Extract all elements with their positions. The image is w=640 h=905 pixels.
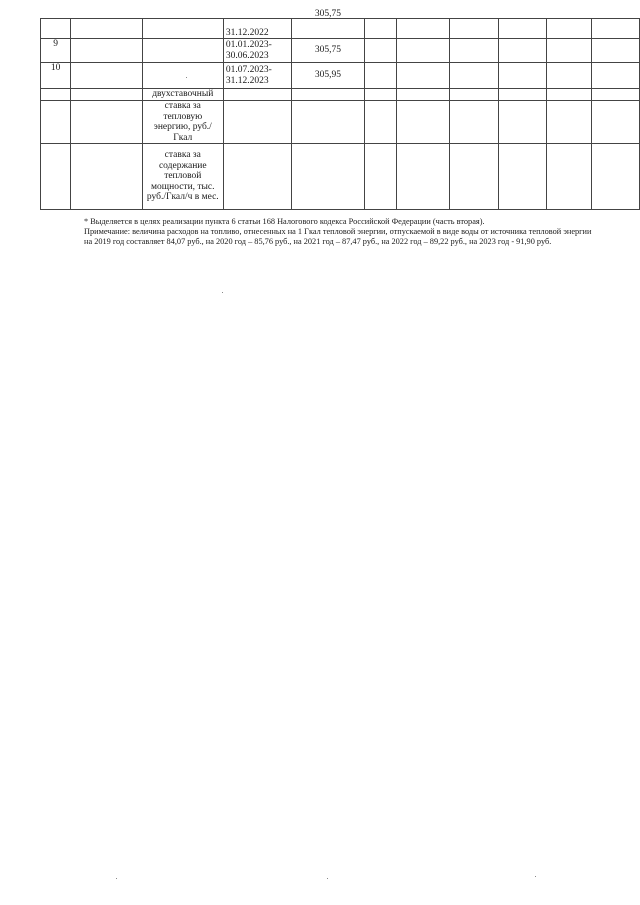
- scan-speck: [535, 876, 536, 877]
- period-cell: 01.07.2023- 31.12.2023: [223, 63, 291, 89]
- scan-speck: [186, 77, 187, 78]
- table-row: [41, 63, 640, 89]
- period-cell: 01.01.2023- 30.06.2023: [223, 39, 291, 63]
- row-number: 9: [41, 39, 71, 63]
- value-cell: 305,95: [291, 63, 364, 89]
- heat-rate-label: ставка за тепловую энергию, руб./Гкал: [142, 101, 223, 144]
- scan-speck: [327, 878, 328, 879]
- row-number: 10: [41, 63, 71, 89]
- table-row: [41, 39, 640, 63]
- table-row: [41, 89, 640, 101]
- scan-speck: [222, 292, 223, 293]
- period-cell: 31.12.2022: [223, 19, 291, 39]
- table-row: [41, 144, 640, 210]
- tariff-table: [40, 9, 640, 210]
- table-row: [41, 101, 640, 144]
- footnote: [84, 217, 596, 248]
- footnote-remark: Примечание: величина расходов на топливо, отнесенных на 1 Гкал тепловой энергии, отпускаемой в виде воды от источника тепловой энергии на 2019 год составляет 84,07 руб., на 2020 год – 85,76 руб., на 2021 год – 87,47 руб., на 2022 год – 89,22 руб., на 2023 год - 91,90 руб.: [84, 227, 592, 247]
- footnote-asterisk: * Выделяется в целях реализации пункта 6 статьи 168 Налогового кодекса Российской Федерации (часть вторая).: [84, 217, 485, 226]
- table-row-cut: [41, 19, 640, 39]
- capacity-rate-label: ставка за содержание тепловой мощности, тыс. руб./Гкал/ч в мес.: [142, 144, 223, 210]
- two-part-label: двухставочный: [142, 89, 223, 101]
- value-cell: 305,75: [291, 39, 364, 63]
- value-cell: 305,75: [291, 19, 364, 39]
- scan-speck: [116, 878, 117, 879]
